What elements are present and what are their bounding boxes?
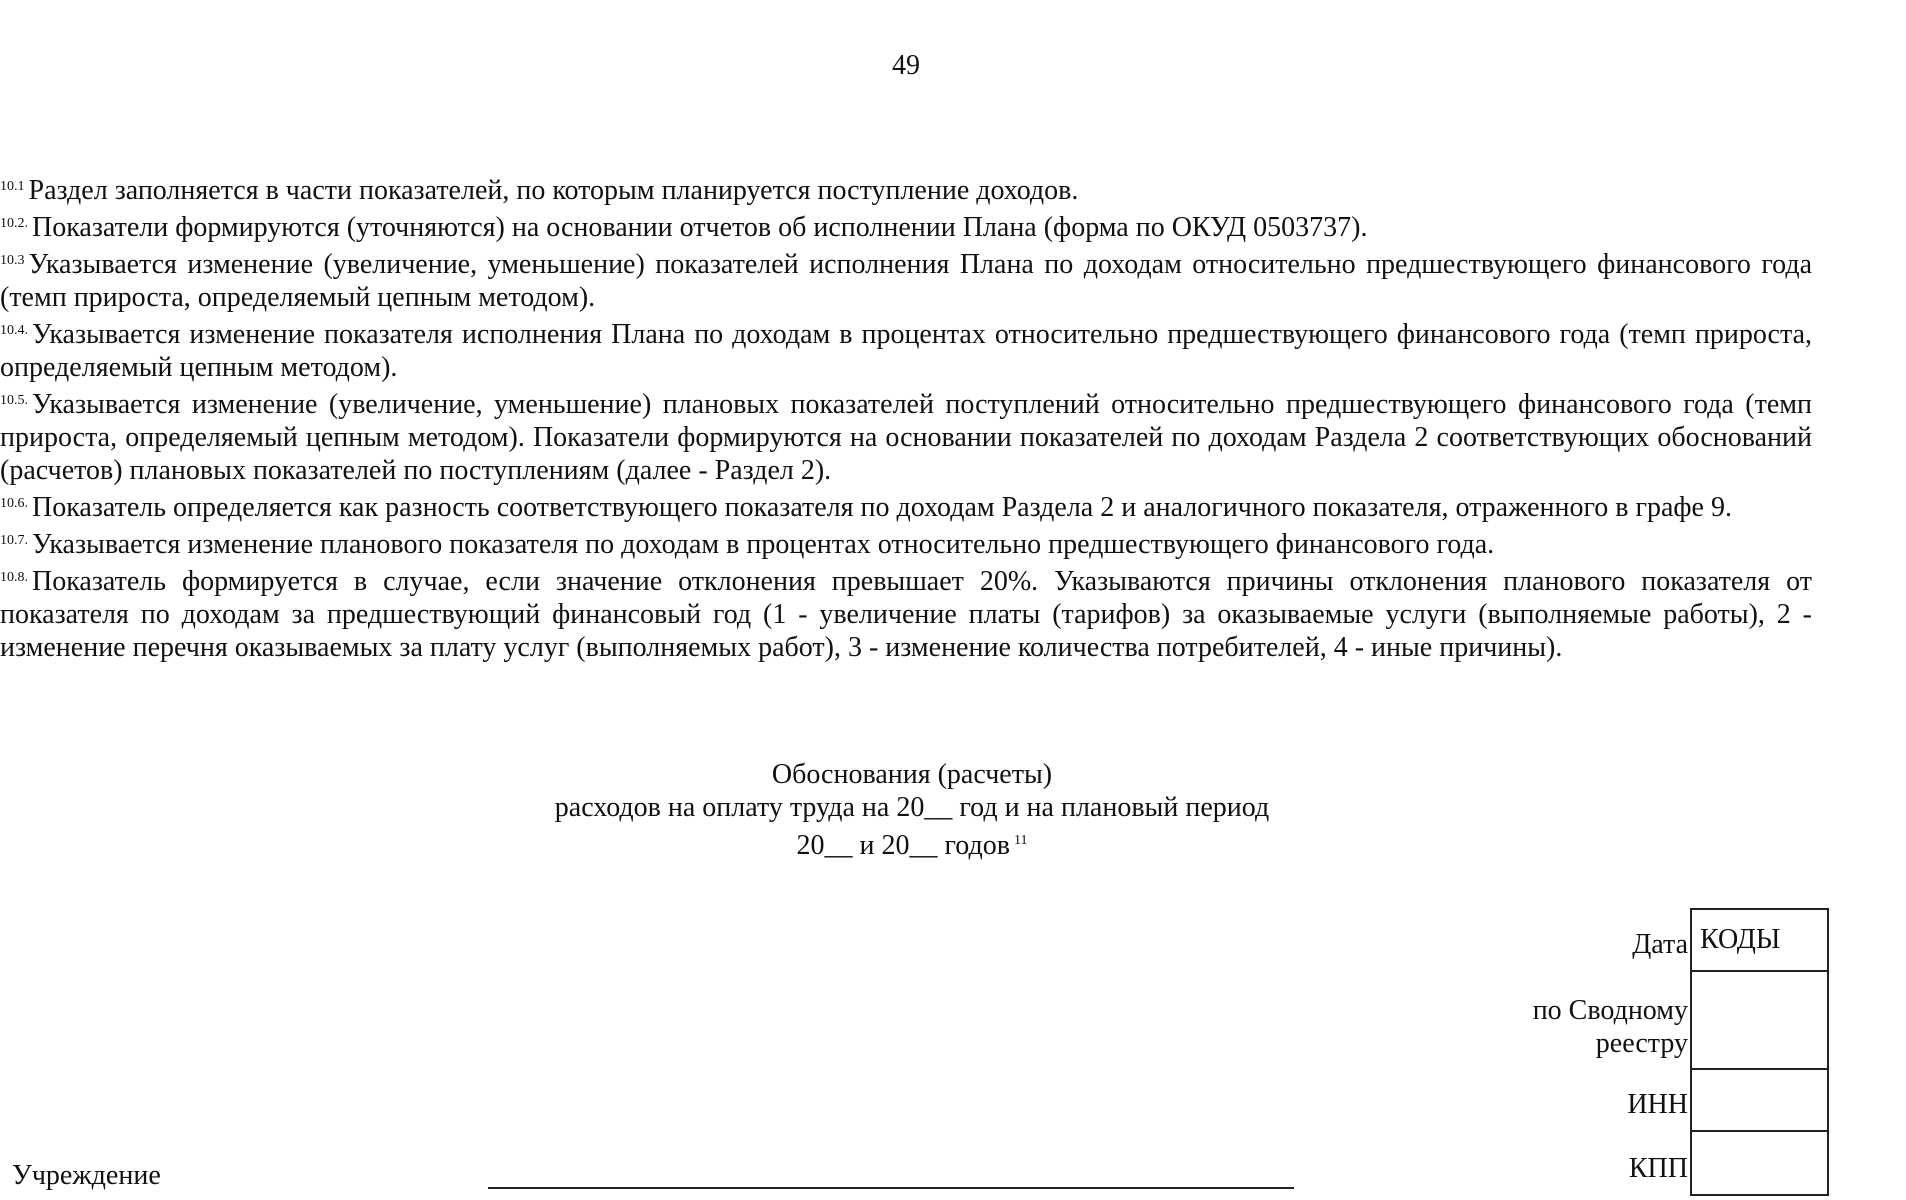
kpp-label: КПП: [1628, 1153, 1688, 1184]
footnote-ref: 10.3: [0, 253, 25, 268]
footnote-text: Показатель определяется как разность соответствующего показателя по доходам Раздела 2 и аналогичного показателя, отраженного в графе 9.: [32, 492, 1732, 523]
inn-label: ИНН: [1627, 1089, 1688, 1120]
footnote-text: Указывается изменение планового показателя по доходам в процентах относительно предшествующего финансового года.: [32, 529, 1495, 560]
codes-table: [1690, 908, 1829, 1196]
title-footnote-ref: 11: [1013, 833, 1028, 848]
footnote: [0, 524, 1812, 561]
inn-code-cell: [1691, 1069, 1828, 1131]
date-label: Дата: [1632, 929, 1688, 960]
codes-header: КОДЫ: [1691, 909, 1828, 971]
footnote-ref: 10.4.: [0, 323, 28, 338]
footnote-ref: 10.5.: [0, 393, 28, 408]
footnote-text: Раздел заполняется в части показателей, по которым планируется поступление доходов.: [28, 175, 1079, 206]
title-line-1: Обоснования (расчеты): [771, 759, 1053, 790]
institution-fill-line: [488, 1187, 1294, 1189]
title-years: 20__ и 20__ годов: [796, 830, 1010, 861]
title-line-3: [0, 824, 1824, 862]
footnote-text: Указывается изменение (увеличение, уменьшение) плановых показателей поступлений относительно предшествующего финансового года (темп прироста, определяемый цепным методом). Показатели формируются на основании показателей по доходам Раздела 2 соответствующих обоснований (расчетов) плановых показателей по поступлениям (далее - Раздел 2).: [0, 389, 1812, 486]
footnote-ref: 10.7.: [0, 533, 28, 548]
registry-label-line-2: реестру: [1595, 1028, 1688, 1059]
footnote-ref: 10.1: [0, 179, 25, 194]
footnote-text: Указывается изменение (увеличение, уменьшение) показателей исполнения Плана по доходам относительно предшествующего финансового года (темп прироста, определяемый цепным методом).: [0, 249, 1812, 313]
footnote-text: Показатели формируются (уточняются) на основании отчетов об исполнении Плана (форма по ОКУД 0503737).: [32, 212, 1368, 243]
document-title: [0, 758, 1824, 862]
registry-label: [1533, 994, 1688, 1060]
footnote: [0, 561, 1812, 664]
footnote-ref: 10.6.: [0, 496, 28, 511]
registry-code-cell: [1691, 971, 1828, 1069]
title-line-2: расходов на оплату труда на 20__ год и на плановый период: [554, 792, 1270, 823]
footnote: [0, 487, 1812, 524]
footnote-ref: 10.8.: [0, 570, 28, 585]
footnote-text: Указывается изменение показателя исполнения Плана по доходам в процентах относительно предшествующего финансового года (темп прироста, определяемый цепным методом).: [0, 319, 1812, 383]
registry-label-line-1: по Сводному: [1532, 995, 1688, 1026]
page-number: 49: [892, 50, 920, 81]
institution-label: Учреждение: [12, 1160, 161, 1191]
footnote: [0, 384, 1812, 487]
kpp-code-cell: [1691, 1131, 1828, 1195]
footnote-ref: 10.2.: [0, 216, 28, 231]
footnotes-block: [0, 170, 1812, 664]
footnote-text: Показатель формируется в случае, если значение отклонения превышает 20%. Указываются причины отклонения планового показателя от показателя по доходам за предшествующий финансовый год (1 - увеличение платы (тарифов) за оказываемые услуги (выполняемые работы), 2 - изменение перечня оказываемых за плату услуг (выполняемых работ), 3 - изменение количества потребителей, 4 - иные причины).: [0, 566, 1812, 663]
footnote: [0, 244, 1812, 314]
footnote: [0, 207, 1812, 244]
footnote: [0, 170, 1812, 207]
footnote: [0, 314, 1812, 384]
